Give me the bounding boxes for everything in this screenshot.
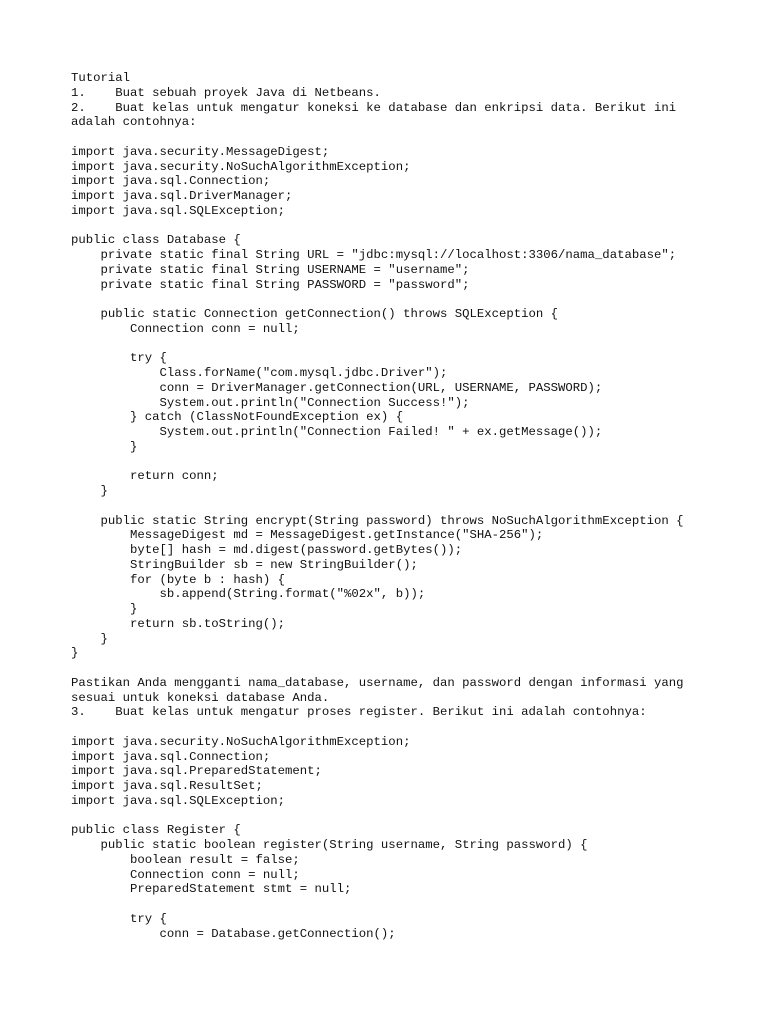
document-line: Tutorial [71,71,131,85]
document-line: import java.security.MessageDigest; [71,144,330,159]
document-line: Pastikan Anda mengganti nama_database, username, dan password dengan informasi yang [71,675,684,690]
document-line: try { [71,911,167,926]
document-line: try { [71,351,167,366]
document-line: private static final String URL = "jdbc:mysql://localhost:3306/nama_database"; [71,248,677,262]
document-line: for (byte b : hash) { [71,572,286,587]
document-line: import java.security.NoSuchAlgorithmException; [71,734,411,749]
document-line: import java.sql.Connection; [71,174,271,189]
document-line: PreparedStatement stmt = null; [71,882,352,897]
document-line: private static final String USERNAME = "username"; [71,262,470,277]
document-line: import java.sql.SQLException; [71,793,286,808]
document-line: } [71,602,138,616]
document-line: MessageDigest md = MessageDigest.getInstance("SHA-256"); [71,528,544,543]
document-line: 2. Buat kelas untuk mengatur koneksi ke database dan enkripsi data. Berikut ini [71,100,677,115]
document-line [71,499,751,514]
document-line: } [71,439,138,454]
document-line: import java.security.NoSuchAlgorithmException; [71,159,411,174]
document-line: Class.forName("com.mysql.jdbc.Driver"); [71,366,448,380]
document-line: import java.sql.PreparedStatement; [71,764,322,779]
document-line [71,809,751,824]
document-line [71,219,751,234]
document-line: sb.append(String.format("%02x", b)); [71,587,426,602]
document-body [71,71,751,941]
document-line: private static final String PASSWORD = "password"; [71,277,470,292]
document-line: public class Database { [71,233,241,248]
document-line: conn = DriverManager.getConnection(URL, USERNAME, PASSWORD); [71,380,603,395]
document-line [71,720,751,735]
document-line: public static boolean register(String username, String password) { [71,838,588,852]
document-line: conn = Database.getConnection(); [71,926,396,941]
document-line: import java.sql.Connection; [71,749,271,764]
document-line: sesuai untuk koneksi database Anda. [71,690,330,705]
document-line: } [71,484,108,498]
document-line: import java.sql.DriverManager; [71,189,293,203]
document-line: Connection conn = null; [71,867,300,882]
document-line: System.out.println("Connection Failed! " + ex.getMessage()); [71,425,603,439]
document-line: return conn; [71,469,219,484]
document-line [71,337,751,352]
document-line: } [71,646,79,661]
document-line: System.out.println("Connection Success!"); [71,395,470,410]
document-line: return sb.toString(); [71,616,286,631]
document-line: public static String encrypt(String password) throws NoSuchAlgorithmException { [71,513,684,528]
document-line: import java.sql.SQLException; [71,203,286,218]
document-line: } [71,631,108,646]
document-line: 3. Buat kelas untuk mengatur proses register. Berikut ini adalah contohnya: [71,705,647,720]
document-line: StringBuilder sb = new StringBuilder(); [71,557,418,572]
document-line: public static Connection getConnection() throws SQLException { [71,307,559,321]
document-line [71,897,751,912]
document-line: adalah contohnya: [71,115,197,130]
document-line [71,130,751,145]
document-line: byte[] hash = md.digest(password.getBytes()); [71,543,463,557]
document-line: public class Register { [71,823,241,838]
document-line: Connection conn = null; [71,321,300,336]
document-line: } catch (ClassNotFoundException ex) { [71,410,404,425]
document-line [71,292,751,307]
document-line: boolean result = false; [71,852,300,867]
document-line [71,661,751,676]
document-line: 1. Buat sebuah proyek Java di Netbeans. [71,85,381,100]
document-line [71,455,751,470]
document-line: import java.sql.ResultSet; [71,779,263,793]
